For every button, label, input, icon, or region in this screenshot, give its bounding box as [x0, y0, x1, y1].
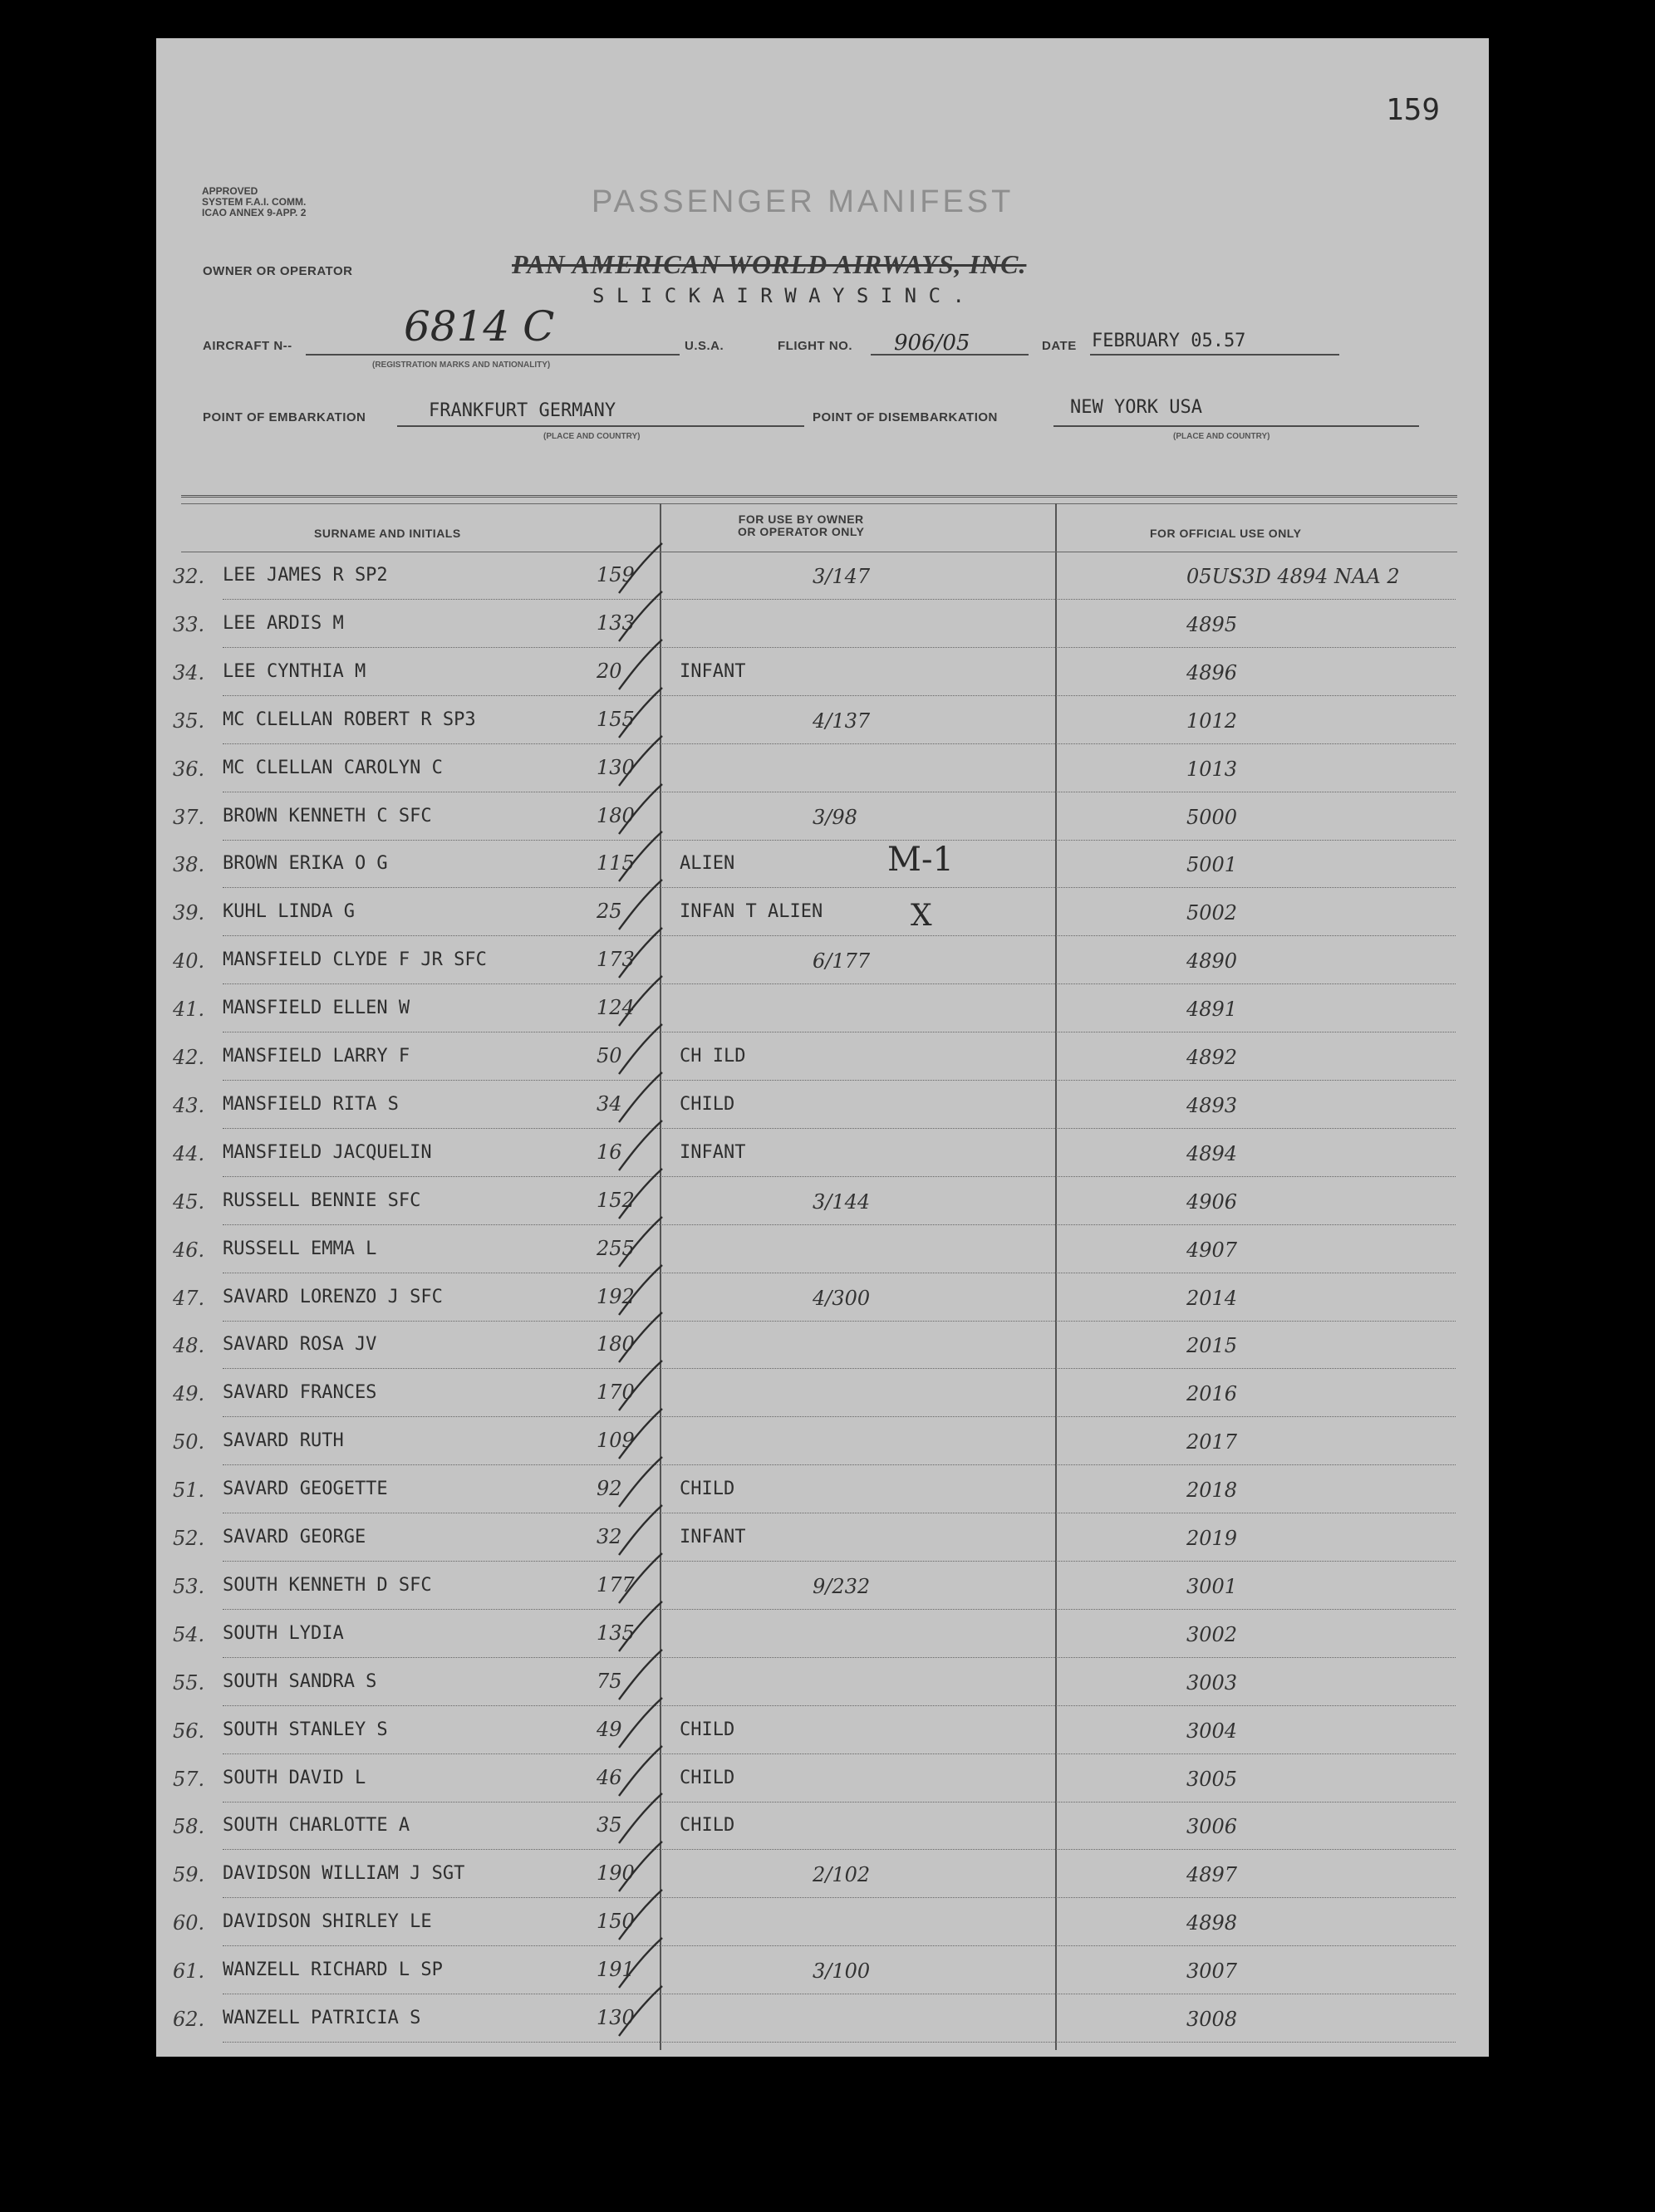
passenger-row [156, 650, 1489, 698]
passenger-official-number: 05US3D 4894 NAA 2 [1186, 565, 1400, 588]
passenger-number: 58. [173, 1815, 205, 1839]
passenger-reference: 3/144 [813, 1189, 871, 1214]
passenger-official-number: 3001 [1186, 1574, 1238, 1598]
row-rule [223, 1321, 1456, 1322]
passenger-row [156, 1803, 1489, 1852]
passenger-row [156, 1852, 1489, 1900]
passenger-official-number: 4906 [1186, 1189, 1238, 1214]
passenger-number: 47. [173, 1286, 205, 1310]
passenger-reference: 6/177 [813, 949, 871, 974]
passenger-number: 54. [173, 1622, 205, 1646]
passenger-note: CHILD [680, 1479, 735, 1500]
passenger-row [156, 1660, 1489, 1708]
passenger-reference: 3/100 [813, 1959, 871, 1984]
row-rule [223, 1849, 1456, 1850]
passenger-weight: 49 [597, 1717, 622, 1741]
passenger-official-number: 3004 [1186, 1719, 1238, 1743]
passenger-weight: 35 [597, 1813, 622, 1837]
passenger-name: MANSFIELD JACQUELIN [223, 1141, 432, 1163]
passenger-number: 53. [173, 1574, 205, 1598]
disembarkation-caption: (PLACE AND COUNTRY) [1173, 432, 1270, 441]
flight-number: 906/05 [894, 331, 970, 356]
passenger-row [156, 1996, 1489, 2044]
aircraft-label: AIRCRAFT N-- [203, 339, 292, 353]
passenger-note: INFANT [680, 660, 746, 682]
passenger-official-number: 3006 [1186, 1815, 1238, 1839]
passenger-number: 37. [173, 805, 205, 829]
passenger-name: MANSFIELD LARRY F [223, 1046, 410, 1067]
passenger-official-number: 2019 [1186, 1527, 1238, 1550]
passenger-reference: 4/300 [813, 1286, 871, 1310]
passenger-reference: 2/102 [813, 1863, 871, 1887]
passenger-number: 52. [173, 1527, 205, 1550]
passenger-official-number: 4897 [1186, 1863, 1238, 1887]
passenger-official-number: 3007 [1186, 1959, 1238, 1984]
row-rule [223, 1657, 1456, 1658]
passenger-weight: 180 [597, 803, 635, 827]
row-rule [223, 1080, 1456, 1081]
passenger-note: CHILD [680, 1719, 735, 1740]
row-rule [223, 695, 1456, 696]
passenger-number: 32. [173, 565, 205, 588]
passenger-name: MANSFIELD RITA S [223, 1093, 399, 1115]
row-rule [223, 743, 1456, 744]
passenger-number: 61. [173, 1959, 205, 1984]
passenger-row [156, 1900, 1489, 1948]
passenger-official-number: 3005 [1186, 1767, 1238, 1791]
embarkation-label: POINT OF EMBARKATION [203, 410, 366, 424]
passenger-number: 34. [173, 660, 205, 684]
row-rule [223, 1705, 1456, 1706]
passenger-number: 39. [173, 901, 205, 925]
header-rule-2 [181, 503, 1457, 504]
passenger-number: 41. [173, 998, 205, 1022]
passenger-name: SOUTH SANDRA S [223, 1670, 377, 1692]
registration-caption: (REGISTRATION MARKS AND NATIONALITY) [372, 360, 551, 370]
passenger-name: MANSFIELD CLYDE F JR SFC [223, 949, 487, 971]
passenger-weight: 155 [597, 707, 635, 731]
passenger-name: DAVIDSON SHIRLEY LE [223, 1911, 432, 1933]
row-rule [223, 1753, 1456, 1754]
passenger-number: 38. [173, 853, 205, 877]
passenger-row [156, 1948, 1489, 1996]
passenger-weight: 190 [597, 1861, 635, 1886]
passenger-weight: 109 [597, 1429, 635, 1453]
passenger-weight: 135 [597, 1621, 635, 1645]
embarkation-place: FRANKFURT GERMANY [429, 400, 616, 421]
passenger-official-number: 4893 [1186, 1093, 1238, 1117]
passenger-row [156, 1611, 1489, 1660]
passenger-official-number: 4892 [1186, 1046, 1238, 1069]
passenger-official-number: 4890 [1186, 949, 1238, 974]
passenger-name: BROWN ERIKA O G [223, 853, 388, 875]
passenger-official-number: 4907 [1186, 1238, 1238, 1262]
passenger-name: LEE JAMES R SP2 [223, 565, 388, 586]
passenger-row [156, 601, 1489, 650]
passenger-name: MANSFIELD ELLEN W [223, 998, 410, 1019]
passenger-official-number: 3003 [1186, 1670, 1238, 1695]
passenger-name: LEE ARDIS M [223, 612, 344, 634]
passenger-number: 49. [173, 1382, 205, 1406]
aircraft-number: 6814 C [404, 302, 555, 351]
passenger-name: SOUTH STANLEY S [223, 1719, 388, 1740]
passenger-official-number: 4895 [1186, 612, 1238, 636]
passenger-weight: 255 [597, 1236, 635, 1260]
passenger-name: LEE CYNTHIA M [223, 660, 366, 682]
passenger-name: DAVIDSON WILLIAM J SGT [223, 1863, 465, 1885]
passenger-official-number: 1013 [1186, 757, 1238, 781]
passenger-weight: 150 [597, 1910, 635, 1934]
passenger-row [156, 841, 1489, 890]
passenger-note: INFANT [680, 1141, 746, 1163]
passenger-note: CHILD [680, 1815, 735, 1837]
passenger-row [156, 1082, 1489, 1131]
row-rule [223, 887, 1456, 888]
row-rule [223, 840, 1456, 841]
disembarkation-place: NEW YORK USA [1070, 397, 1202, 418]
passenger-reference: 4/137 [813, 709, 871, 733]
passenger-row [156, 986, 1489, 1034]
passenger-number: 35. [173, 709, 205, 733]
passenger-name: SOUTH KENNETH D SFC [223, 1574, 432, 1596]
passenger-row [156, 938, 1489, 986]
passenger-name: WANZELL RICHARD L SP [223, 1959, 443, 1981]
passenger-row [156, 698, 1489, 746]
row-rule [223, 1176, 1456, 1177]
passenger-row [156, 1419, 1489, 1467]
passenger-name: SAVARD GEOGETTE [223, 1479, 388, 1500]
surname-column-header: SURNAME AND INITIALS [314, 527, 461, 540]
passenger-note: CHILD [680, 1767, 735, 1788]
passenger-weight: 25 [597, 900, 622, 924]
passenger-number: 48. [173, 1334, 205, 1358]
page-number: 159 [1386, 93, 1441, 127]
passenger-row [156, 890, 1489, 938]
passenger-weight: 130 [597, 2006, 635, 2029]
passenger-official-number: 2014 [1186, 1286, 1238, 1310]
passenger-weight: 177 [597, 1572, 635, 1596]
passenger-weight: 50 [597, 1044, 622, 1067]
passenger-reference: 9/232 [813, 1574, 871, 1598]
passenger-note: INFAN T ALIEN [680, 901, 823, 923]
embarkation-caption: (PLACE AND COUNTRY) [543, 432, 641, 441]
passenger-row [156, 1563, 1489, 1611]
passenger-number: 43. [173, 1093, 205, 1117]
passenger-row [156, 746, 1489, 794]
disembarkation-label: POINT OF DISEMBARKATION [813, 410, 998, 424]
passenger-official-number: 2018 [1186, 1479, 1238, 1503]
passenger-number: 45. [173, 1189, 205, 1214]
passenger-number: 51. [173, 1479, 205, 1503]
passenger-official-number: 4898 [1186, 1911, 1238, 1935]
row-rule [223, 599, 1456, 600]
passenger-weight: 16 [597, 1140, 622, 1164]
row-rule [223, 1128, 1456, 1129]
passenger-name: SOUTH LYDIA [223, 1622, 344, 1644]
passenger-reference: 3/147 [813, 565, 871, 588]
passenger-reference: 3/98 [813, 805, 857, 829]
passenger-name: SAVARD LORENZO J SFC [223, 1286, 443, 1307]
flight-label: FLIGHT NO. [778, 339, 852, 353]
owner-label: OWNER OR OPERATOR [203, 264, 353, 278]
passenger-number: 59. [173, 1863, 205, 1887]
row-rule [223, 647, 1456, 648]
header-rule [181, 495, 1457, 498]
passenger-weight: 152 [597, 1188, 635, 1212]
passenger-row [156, 1708, 1489, 1756]
passenger-name: RUSSELL BENNIE SFC [223, 1189, 421, 1211]
check-tick-mark [617, 1981, 667, 2039]
passenger-row [156, 1322, 1489, 1371]
passenger-weight: 34 [597, 1091, 622, 1116]
passenger-number: 36. [173, 757, 205, 781]
passenger-weight: 170 [597, 1381, 635, 1405]
passenger-row [156, 1179, 1489, 1227]
passenger-official-number: 2015 [1186, 1334, 1238, 1358]
owner-struck-name: PAN AMERICAN WORLD AIRWAYS, INC. [512, 249, 1027, 279]
row-rule [223, 1897, 1456, 1898]
row-rule [223, 1368, 1456, 1369]
handwritten-x-mark: X [911, 899, 932, 933]
page-title: PASSENGER MANIFEST [592, 184, 1014, 219]
passenger-row [156, 1467, 1489, 1515]
passenger-weight: 192 [597, 1284, 635, 1308]
passenger-number: 42. [173, 1046, 205, 1069]
passenger-number: 40. [173, 949, 205, 974]
row-rule [223, 2042, 1456, 2043]
passenger-number: 33. [173, 612, 205, 636]
row-rule [223, 1561, 1456, 1562]
passenger-row [156, 1756, 1489, 1804]
passenger-official-number: 2016 [1186, 1382, 1238, 1406]
passenger-note: ALIEN [680, 853, 735, 875]
passenger-note: CH ILD [680, 1046, 746, 1067]
row-rule [223, 1464, 1456, 1465]
passenger-weight: 159 [597, 563, 635, 586]
owner-use-column-header: FOR USE BY OWNER OR OPERATOR ONLY [738, 513, 865, 538]
passenger-name: WANZELL PATRICIA S [223, 2008, 421, 2028]
passenger-official-number: 5002 [1186, 901, 1238, 925]
passenger-number: 60. [173, 1911, 205, 1935]
usa-label: U.S.A. [685, 339, 724, 353]
date-label: DATE [1042, 339, 1077, 353]
passenger-name: MC CLELLAN ROBERT R SP3 [223, 709, 476, 730]
passenger-name: SAVARD RUTH [223, 1430, 344, 1452]
passenger-name: SAVARD FRANCES [223, 1382, 377, 1404]
passenger-weight: 191 [597, 1958, 635, 1982]
passenger-name: KUHL LINDA G [223, 901, 355, 923]
passenger-number: 56. [173, 1719, 205, 1743]
passenger-row [156, 794, 1489, 842]
passenger-row [156, 553, 1489, 601]
passenger-number: 46. [173, 1238, 205, 1262]
passenger-weight: 46 [597, 1765, 622, 1789]
passenger-number: 57. [173, 1767, 205, 1791]
passenger-weight: 115 [597, 851, 635, 875]
passenger-weight: 32 [597, 1525, 622, 1548]
passenger-note: INFANT [680, 1527, 746, 1547]
passenger-name: BROWN KENNETH C SFC [223, 805, 432, 826]
row-rule [223, 1224, 1456, 1225]
passenger-official-number: 1012 [1186, 709, 1238, 733]
passenger-official-number: 3002 [1186, 1622, 1238, 1646]
form-reference: APPROVED SYSTEM F.A.I. COMM. ICAO ANNEX 9-APP. 2 [202, 185, 307, 218]
passenger-number: 50. [173, 1430, 205, 1454]
passenger-official-number: 5000 [1186, 805, 1238, 829]
manifest-sheet [156, 38, 1489, 2057]
passenger-name: SOUTH CHARLOTTE A [223, 1815, 410, 1837]
row-rule [223, 1945, 1456, 1946]
row-rule [223, 1609, 1456, 1610]
passenger-official-number: 4894 [1186, 1141, 1238, 1165]
passenger-name: RUSSELL EMMA L [223, 1238, 377, 1259]
passenger-note: CHILD [680, 1093, 735, 1115]
passenger-official-number: 5001 [1186, 853, 1238, 877]
passenger-weight: 180 [597, 1332, 635, 1356]
passenger-name: SAVARD GEORGE [223, 1527, 366, 1547]
passenger-weight: 173 [597, 948, 635, 972]
row-rule [223, 935, 1456, 936]
passenger-official-number: 3008 [1186, 2008, 1238, 2031]
passenger-weight: 92 [597, 1477, 622, 1501]
passenger-weight: 75 [597, 1669, 622, 1693]
row-rule [223, 1416, 1456, 1417]
passenger-weight: 130 [597, 755, 635, 779]
passenger-weight: 133 [597, 611, 635, 635]
flight-date: FEBRUARY 05.57 [1092, 331, 1246, 351]
passenger-row [156, 1275, 1489, 1323]
passenger-official-number: 4891 [1186, 998, 1238, 1022]
passenger-number: 55. [173, 1670, 205, 1695]
handwritten-m1-mark: M-1 [887, 841, 954, 879]
passenger-row [156, 1034, 1489, 1082]
row-rule [223, 983, 1456, 984]
passenger-official-number: 2017 [1186, 1430, 1238, 1454]
passenger-row [156, 1371, 1489, 1419]
passenger-row [156, 1131, 1489, 1179]
official-use-column-header: FOR OFFICIAL USE ONLY [1150, 527, 1302, 540]
passenger-row [156, 1515, 1489, 1563]
passenger-name: SAVARD ROSA JV [223, 1334, 377, 1356]
passenger-weight: 124 [597, 996, 635, 1020]
passenger-name: SOUTH DAVID L [223, 1767, 366, 1788]
passenger-weight: 20 [597, 659, 622, 683]
passenger-number: 44. [173, 1141, 205, 1165]
passenger-official-number: 4896 [1186, 660, 1238, 684]
passenger-number: 62. [173, 2008, 205, 2031]
passenger-name: MC CLELLAN CAROLYN C [223, 757, 443, 778]
operator-name: S L I C K A I R W A Y S I N C . [592, 284, 965, 307]
passenger-row [156, 1227, 1489, 1275]
